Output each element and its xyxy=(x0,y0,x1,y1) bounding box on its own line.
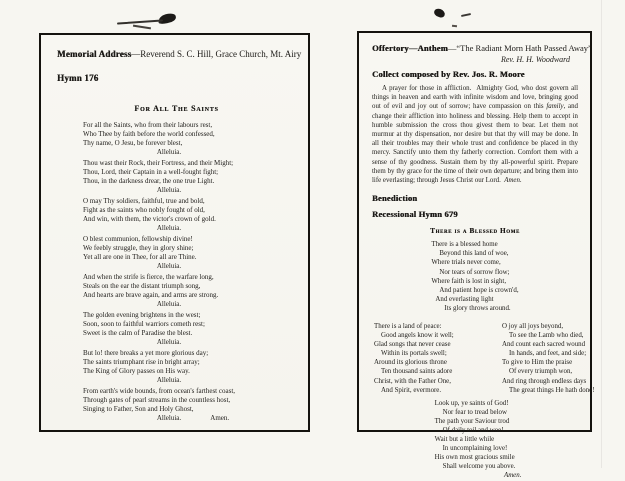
hymn-line: In hands, and feet, and side; xyxy=(509,350,587,358)
hymn-line: And everlasting light xyxy=(435,295,494,303)
amen-text: Amen. xyxy=(210,414,230,422)
hymn-stanza xyxy=(83,159,255,195)
hymn-line: The King of Glory passes on His way. xyxy=(83,367,190,375)
hymn-line: Of daily toil and woe! xyxy=(442,427,504,435)
hymn-line: Soon, soon to faithful warriors cometh rest; xyxy=(83,320,205,328)
hymn-line: And ring through endless days xyxy=(502,377,587,385)
hymn-line: Around its glorious throne xyxy=(374,359,447,367)
hymn-line: Where trials never come, xyxy=(431,259,501,267)
hymn-line: Glad songs that never cease xyxy=(374,341,451,349)
hymn-line: Singing to Father, Son and Holy Ghost, xyxy=(83,405,194,413)
refrain-line: Alleluia. xyxy=(156,186,182,194)
prayer-family-word: family xyxy=(546,103,564,111)
hymn-line: To give to Him the praise xyxy=(502,359,573,367)
ink-smudge xyxy=(452,25,457,28)
hymn-line: O may Thy soldiers, faithful, true and bold, xyxy=(83,197,205,205)
hymn-stanza xyxy=(83,311,255,347)
hymn-line: Who Thee by faith before the world confessed, xyxy=(83,130,215,138)
hymn-stanza xyxy=(83,235,255,271)
prayer-body: Almighty God, who dost govern all things in heaven and earth with infinite wisdom and love, bringing good out of evil and joy out of sorrow; have compassion on this xyxy=(372,85,578,111)
hymn-line: Its glory throws around. xyxy=(444,304,511,312)
hymn-line: Shall welcome you above. xyxy=(442,463,516,471)
hymn-line: And when the strife is fierce, the warfare long, xyxy=(83,273,214,281)
hymn-line: There is a land of peace: xyxy=(374,322,442,330)
hymn-line: And Spirit, evermore. xyxy=(381,386,442,394)
recessional-stanza-one xyxy=(431,240,518,313)
hymn-line: His own most gracious smile xyxy=(434,454,515,462)
refrain-line: Alleluia. xyxy=(156,148,182,156)
hymn-line: Thou wast their Rock, their Fortress, and their Might; xyxy=(83,159,234,167)
offertory-anthem-header xyxy=(372,43,592,53)
hymn-line: Beyond this land of woe, xyxy=(439,250,509,258)
memorial-address-label: Memorial Address xyxy=(57,49,132,59)
hymn-line: Fight as the saints who nobly fought of old, xyxy=(83,206,205,214)
hymn-line: O blest communion, fellowship divine! xyxy=(83,235,193,243)
benediction-heading: Benediction xyxy=(372,193,418,204)
recessional-amen: Amen. xyxy=(504,472,522,480)
hymn-stanza xyxy=(83,387,255,423)
hymn-line: Ten thousand saints adore xyxy=(381,368,453,376)
hymn-title: For All The Saints xyxy=(134,104,219,113)
recessional-hymn-title: There is a Blessed Home xyxy=(430,227,520,236)
hymn-line: Wait but a little while xyxy=(434,436,495,444)
anthem-composer: Rev. H. H. Woodward xyxy=(500,55,570,64)
hymn-line: From earth's wide bounds, from ocean's farthest coast, xyxy=(83,387,236,395)
hymn-line: Thy name, O Jesu, be forever blest, xyxy=(83,139,183,147)
hymn-stanza xyxy=(83,349,255,385)
ink-smudge xyxy=(133,25,151,29)
refrain-line: Alleluia. xyxy=(156,224,182,232)
memorial-address-detail: —Reverend S. C. Hill, Grace Church, Mt. Airy xyxy=(131,49,302,59)
refrain-line: Alleluia. xyxy=(156,376,182,384)
hymn-line: The great things He hath done! xyxy=(509,386,595,394)
hymn-line: In uncomplaining love! xyxy=(442,445,508,453)
hymn-line: To see the Lamb who died, xyxy=(509,332,584,340)
memorial-address-header xyxy=(57,49,302,59)
hymn-line: We feebly struggle, they in glory shine; xyxy=(83,244,194,252)
hymn-line: Look up, ye saints of God! xyxy=(434,399,509,407)
left-hymn-stanzas xyxy=(83,121,296,423)
hymn-line: And hearts are brave again, and arms are strong. xyxy=(83,291,219,299)
hymn-line: Sweet is the calm of Paradise the blest. xyxy=(83,329,193,337)
hymn-line: Nor tears of sorrow flow; xyxy=(439,268,510,276)
hymn-line: Thou, in the darkness drear, the one true Light. xyxy=(83,177,215,185)
collect-prayer xyxy=(372,84,578,185)
right-page xyxy=(357,31,595,480)
hymn-line: Of every triumph won, xyxy=(509,368,573,376)
hymn-line: The golden evening brightens in the west; xyxy=(83,311,201,319)
anthem-title: —“The Radiant Morn Hath Passed Away” xyxy=(447,43,592,53)
prayer-body-continued: , and change their affliction into holiness and blessing. Help them to accept in humble submission the cross thou givest them to bear. Let them not murmur at thy dispensation, nor desire but that thy will may be done. In all their troubles may their whole trust and confidence be placed in thy mercy. Sanctify unto them thy fatherly correction. Comfort them with a sense of thy goodness. Sustain them by thy all-powerful spirit. Prepare them by thy grace for the time of their own departure; and bring them into life everlasting; through Jesus Christ our Lord. xyxy=(372,103,578,185)
recessional-hymn-heading: Recessional Hymn 679 xyxy=(372,209,458,220)
hymn-line: There is a blessed home xyxy=(431,241,498,249)
hymn-line: Thou, Lord, their Captain in a well-fought fight; xyxy=(83,168,219,176)
stanza-column-left xyxy=(374,322,502,395)
recessional-stanza-columns xyxy=(374,322,595,395)
hymn-line: And win, with them, the victor's crown of gold. xyxy=(83,215,216,223)
ink-smudge xyxy=(433,7,446,18)
hymn-line: But lo! there breaks a yet more glorious day; xyxy=(83,349,209,357)
hymn-line: And patient hope is crown'd, xyxy=(439,286,519,294)
hymn-line: For all the Saints, who from their labours rest, xyxy=(83,121,213,129)
hymn-line: Good angels know it well; xyxy=(381,332,454,340)
hymn-line: Within its portals swell; xyxy=(381,350,447,358)
hymn-line: Through gates of pearl streams in the countless host, xyxy=(83,396,231,404)
recessional-final-stanza xyxy=(435,399,516,472)
prayer-lead-in: A prayer for those in affliction. xyxy=(382,85,472,92)
refrain-line: Alleluia. xyxy=(156,262,182,270)
hymn-line: O joy all joys beyond, xyxy=(502,322,564,330)
prayer-amen: Amen. xyxy=(504,177,522,185)
hymn-line: The path your Saviour trod xyxy=(434,417,510,425)
offertory-anthem-label: Offertory—Anthem xyxy=(372,43,448,53)
scan-edge-line xyxy=(601,0,602,468)
refrain-line: Alleluia. xyxy=(156,338,182,346)
refrain-line: Alleluia. xyxy=(156,300,182,308)
hymn-stanza xyxy=(83,273,255,309)
ink-smudge xyxy=(117,19,163,24)
stanza-column-right xyxy=(502,322,595,395)
hymn-line: The saints triumphant rise in bright array; xyxy=(83,358,200,366)
collect-heading: Collect composed by Rev. Jos. R. Moore xyxy=(372,69,525,79)
hymn-number-heading: Hymn 176 xyxy=(57,73,99,83)
hymn-line: And count each sacred wound xyxy=(502,341,586,349)
hymn-line: Steals on the ear the distant triumph song, xyxy=(83,282,201,290)
hymn-stanza xyxy=(83,121,255,157)
ink-smudge xyxy=(461,13,471,17)
hymn-line: Where faith is lost in sight, xyxy=(431,277,507,285)
hymn-line: Yet all are one in Thee, for all are Thine. xyxy=(83,253,197,261)
hymn-line: Nor fear to tread below xyxy=(442,408,507,416)
hymn-line: Christ, with the Father One, xyxy=(374,377,451,385)
hymn-stanza xyxy=(83,197,255,233)
left-page xyxy=(39,33,310,432)
refrain-line: Alleluia. Amen. xyxy=(156,414,230,422)
